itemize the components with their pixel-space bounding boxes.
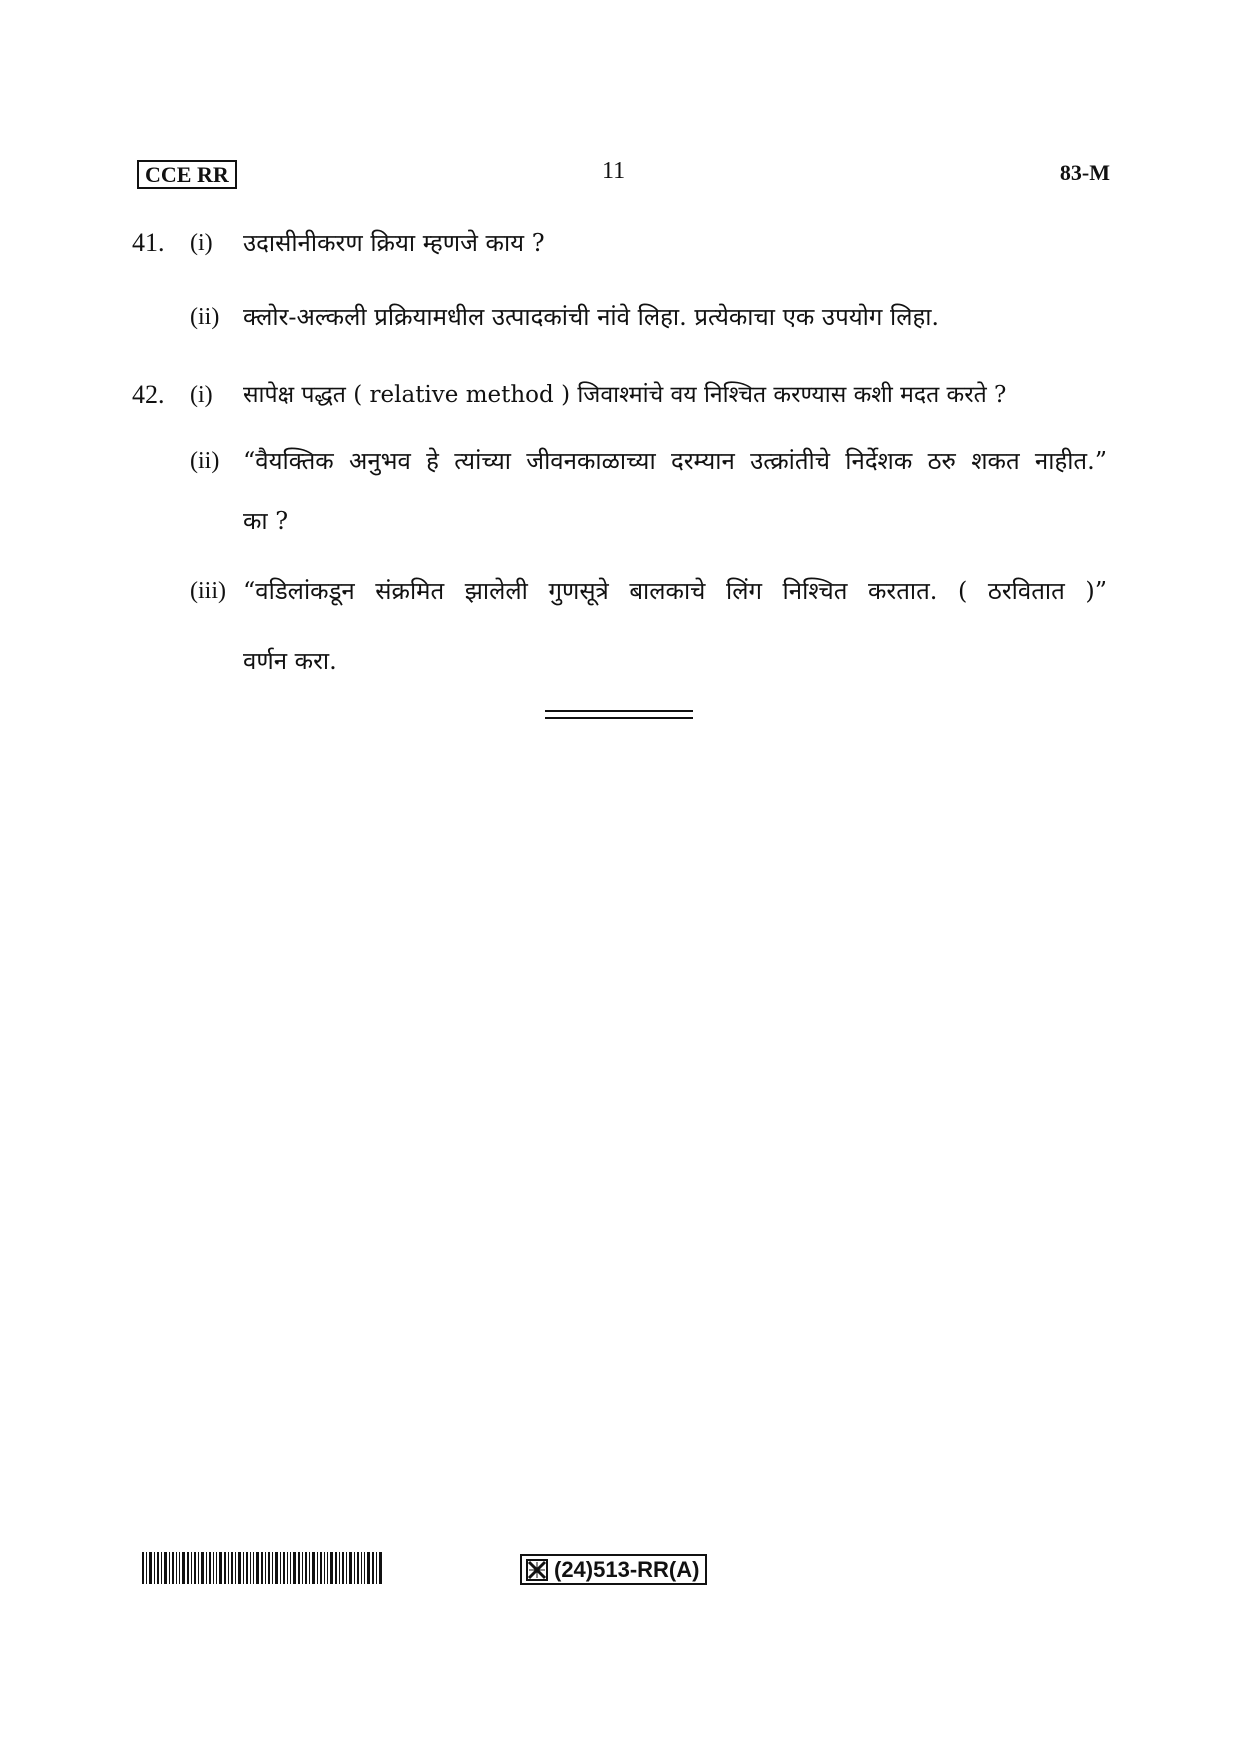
question-text: वर्णन करा. xyxy=(243,647,337,675)
part-label: (i) xyxy=(190,382,213,408)
cross-mark-icon xyxy=(526,1559,548,1581)
section-divider xyxy=(545,710,693,719)
part-label: (iii) xyxy=(190,578,226,604)
question-text: “वडिलांकडून संक्रमित झालेली गुणसूत्रे बालकाचे लिंग निश्चित करतात. ( ठरवितात )” xyxy=(243,577,1107,605)
question-text: क्लोर-अल्कली प्रक्रियामधील उत्पादकांची नांवे लिहा. प्रत्येकाचा एक उपयोग लिहा. xyxy=(243,303,940,331)
part-label: (ii) xyxy=(190,304,220,330)
footer-code-text: (24)513-RR(A) xyxy=(554,1557,700,1582)
question-text: का ? xyxy=(243,507,289,535)
footer-code xyxy=(520,1554,707,1585)
question-text: सापेक्ष पद्धत ( relative method ) जिवाश्मांचे वय निश्चित करण्यास कशी मदत करते ? xyxy=(243,382,1007,408)
question-number: 41. xyxy=(132,228,165,257)
question-text: उदासीनीकरण क्रिया म्हणजे काय ? xyxy=(243,229,545,257)
page-number: 11 xyxy=(602,158,626,184)
paper-code: 83-M xyxy=(1059,160,1110,185)
question-text: “वैयक्तिक अनुभव हे त्यांच्या जीवनकाळाच्या दरम्यान उत्क्रांतीचे निर्देशक ठरु शकत नाहीत.” xyxy=(243,447,1107,475)
part-label: (ii) xyxy=(190,448,220,474)
header-code: CCE RR xyxy=(137,160,237,189)
part-label: (i) xyxy=(190,230,213,256)
barcode-icon xyxy=(142,1552,382,1584)
question-number: 42. xyxy=(132,380,165,409)
